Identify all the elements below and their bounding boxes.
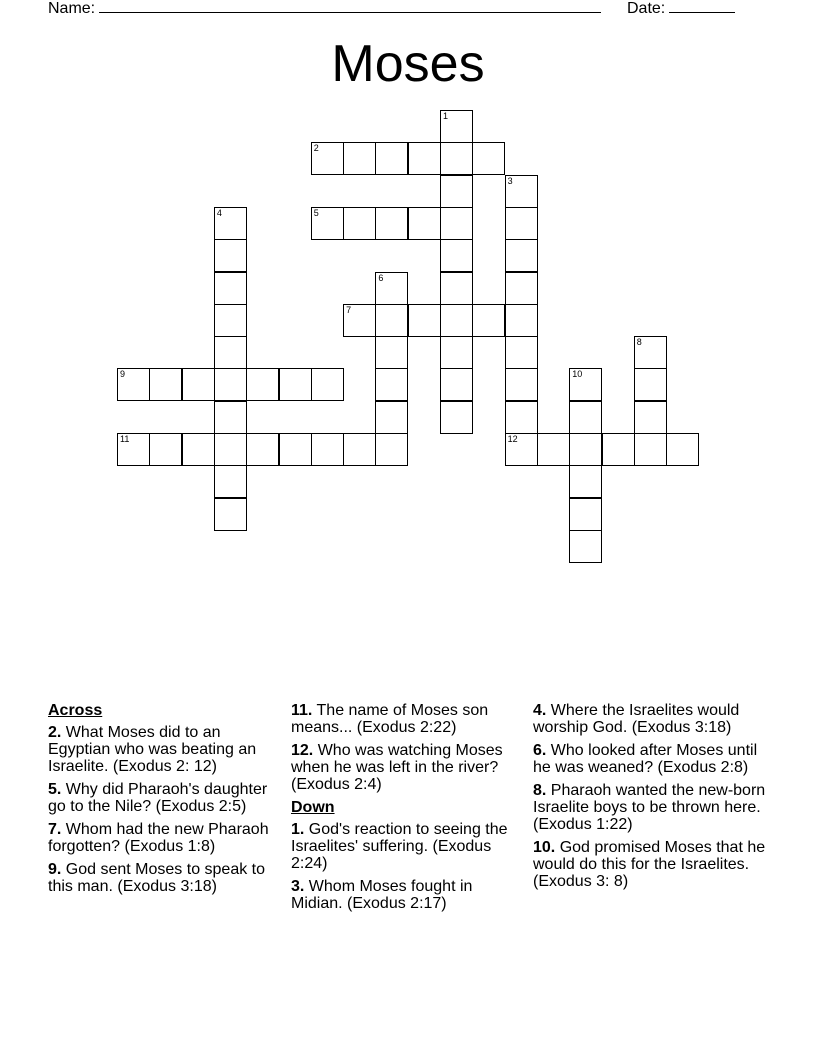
cell-number: 3 — [507, 175, 513, 186]
cell-number: 5 — [313, 207, 319, 218]
clues-column-3 — [533, 702, 769, 896]
grid-cell[interactable] — [440, 304, 473, 337]
grid-cell[interactable] — [440, 175, 473, 208]
cell-number: 4 — [216, 207, 222, 218]
cell-number: 12 — [507, 434, 518, 444]
cell-number: 9 — [120, 369, 126, 380]
clue-down-6: 6. Who looked after Moses until he was weaned? (Exodus 2:8) — [533, 742, 758, 776]
grid-cell[interactable] — [505, 433, 538, 466]
grid-cell[interactable] — [505, 272, 538, 305]
grid-cell[interactable] — [505, 239, 538, 272]
grid-cell[interactable] — [634, 368, 667, 401]
grid-cell[interactable] — [117, 433, 150, 466]
date-field — [627, 0, 735, 18]
clue-across-9: 9. God sent Moses to speak to this man. (Exodus 3:18) — [48, 861, 266, 895]
grid-cell[interactable] — [440, 272, 473, 305]
name-label: Name: — [48, 0, 96, 17]
name-field — [48, 0, 601, 18]
clue-across-11: 11. The name of Moses son means... (Exodus 2:22) — [291, 702, 489, 736]
grid-cell[interactable] — [666, 433, 699, 466]
cell-number: 10 — [572, 369, 583, 380]
grid-cell[interactable] — [375, 304, 408, 337]
grid-cell[interactable] — [375, 272, 408, 305]
grid-cell[interactable] — [569, 530, 602, 563]
clues-column-2 — [291, 702, 519, 918]
grid-cell[interactable] — [537, 433, 570, 466]
grid-cell[interactable] — [149, 368, 182, 401]
name-blank-line[interactable] — [99, 0, 601, 13]
grid-cell[interactable] — [634, 336, 667, 369]
clue-across-12: 12. Who was watching Moses when he was left in the river? (Exodus 2:4) — [291, 742, 503, 793]
grid-cell[interactable] — [343, 433, 376, 466]
grid-cell[interactable] — [569, 498, 602, 531]
grid-cell[interactable] — [569, 368, 602, 401]
grid-cell[interactable] — [569, 465, 602, 498]
grid-cell[interactable] — [214, 433, 247, 466]
grid-cell[interactable] — [311, 142, 344, 175]
grid-cell[interactable] — [440, 401, 473, 434]
grid-cell[interactable] — [440, 368, 473, 401]
grid-cell[interactable] — [472, 304, 505, 337]
cell-number: 8 — [636, 337, 642, 348]
grid-cell[interactable] — [505, 368, 538, 401]
grid-cell[interactable] — [375, 368, 408, 401]
grid-cell[interactable] — [279, 433, 312, 466]
grid-cell[interactable] — [214, 465, 247, 498]
grid-cell[interactable] — [440, 142, 473, 175]
cell-number: 6 — [378, 272, 384, 283]
grid-cell[interactable] — [311, 368, 344, 401]
grid-cell[interactable] — [375, 142, 408, 175]
cell-number: 11 — [120, 434, 130, 444]
clue-down-1: 1. God's reaction to seeing the Israelites' suffering. (Exodus 2:24) — [291, 821, 508, 872]
grid-cell[interactable] — [408, 142, 441, 175]
across-heading: Across — [48, 702, 103, 719]
grid-cell[interactable] — [343, 207, 376, 240]
grid-cell[interactable] — [472, 142, 505, 175]
grid-cell[interactable] — [440, 336, 473, 369]
grid-cell[interactable] — [505, 207, 538, 240]
clue-down-8: 8. Pharaoh wanted the new-born Israelite boys to be thrown here. (Exodus 1:22) — [533, 782, 766, 833]
cell-number: 2 — [313, 143, 319, 154]
grid-cell[interactable] — [117, 368, 150, 401]
grid-cell[interactable] — [375, 433, 408, 466]
grid-cell[interactable] — [149, 433, 182, 466]
grid-cell[interactable] — [569, 433, 602, 466]
grid-cell[interactable] — [440, 110, 473, 143]
grid-cell[interactable] — [214, 401, 247, 434]
grid-cell[interactable] — [214, 304, 247, 337]
grid-cell[interactable] — [214, 336, 247, 369]
grid-cell[interactable] — [408, 207, 441, 240]
grid-cell[interactable] — [569, 401, 602, 434]
cell-number: 1 — [443, 111, 449, 121]
grid-cell[interactable] — [375, 401, 408, 434]
clue-across-7: 7. Whom had the new Pharaoh forgotten? (Exodus 1:8) — [48, 821, 269, 855]
clue-down-4: 4. Where the Israelites would worship God. (Exodus 3:18) — [533, 702, 740, 736]
grid-cell[interactable] — [214, 239, 247, 272]
grid-cell[interactable] — [505, 304, 538, 337]
grid-cell[interactable] — [311, 207, 344, 240]
down-heading: Down — [291, 799, 335, 816]
grid-cell[interactable] — [634, 433, 667, 466]
grid-cell[interactable] — [246, 433, 279, 466]
grid-cell[interactable] — [505, 401, 538, 434]
clues-column-1 — [48, 702, 283, 901]
grid-cell[interactable] — [246, 368, 279, 401]
grid-cell[interactable] — [214, 272, 247, 305]
grid-cell[interactable] — [505, 336, 538, 369]
grid-cell[interactable] — [408, 304, 441, 337]
grid-cell[interactable] — [343, 304, 376, 337]
date-label: Date: — [627, 0, 666, 17]
date-blank-line[interactable] — [669, 0, 735, 13]
cell-number: 7 — [346, 304, 352, 315]
grid-cell[interactable] — [375, 336, 408, 369]
grid-cell[interactable] — [343, 142, 376, 175]
grid-cell[interactable] — [214, 368, 247, 401]
clue-down-10: 10. God promised Moses that he would do this for the Israelites. (Exodus 3: 8) — [533, 839, 766, 890]
grid-cell[interactable] — [311, 433, 344, 466]
grid-cell[interactable] — [279, 368, 312, 401]
grid-cell[interactable] — [182, 368, 215, 401]
grid-cell[interactable] — [214, 498, 247, 531]
grid-cell[interactable] — [375, 207, 408, 240]
clue-across-5: 5. Why did Pharaoh's daughter go to the Nile? (Exodus 2:5) — [48, 781, 268, 815]
clue-across-2: 2. What Moses did to an Egyptian who was beating an Israelite. (Exodus 2: 12) — [48, 724, 257, 775]
grid-cell[interactable] — [182, 433, 215, 466]
grid-cell[interactable] — [440, 239, 473, 272]
grid-cell[interactable] — [602, 433, 635, 466]
grid-cell[interactable] — [505, 175, 538, 208]
grid-cell[interactable] — [440, 207, 473, 240]
grid-cell[interactable] — [634, 401, 667, 434]
clue-down-3: 3. Whom Moses fought in Midian. (Exodus 2:17) — [291, 878, 473, 912]
grid-cell[interactable] — [214, 207, 247, 240]
page-title: Moses — [331, 35, 485, 93]
